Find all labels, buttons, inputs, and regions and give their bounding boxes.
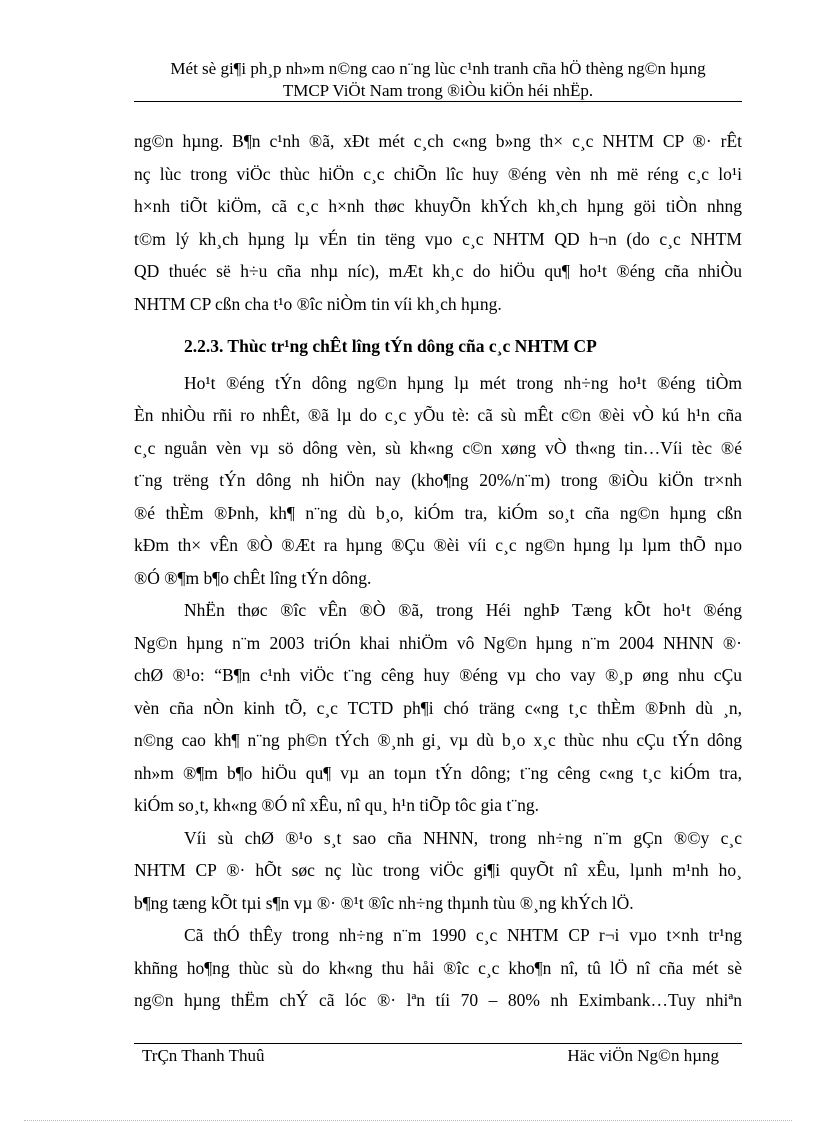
text-line: t©m lý kh¸ch hµng lµ vÉn tin tëng vµo c¸c NHTM QD h¬n (do c¸c NHTM [134,228,742,249]
footer-institution: Häc viÖn Ng©n hµng [567,1046,719,1065]
page-header [134,58,742,102]
text-line: kiÓm so¸t, kh«ng ®Ó nî xÊu, nî qu¸ h¹n tiÕp tôc gia t¨ng. [134,795,539,815]
text-line: Ng©n hµng n¨m 2003 triÓn khai nhiÖm vô Ng©n hµng n¨m 2004 NHNN ®· [134,632,742,653]
text-line: h×nh tiÕt kiÖm, cã c¸c h×nh thøc khuyÕn khÝch kh¸ch hµng göi tiÒn nhng [134,196,742,216]
text-line: b¶ng tæng kÕt tµi s¶n vµ ®· ®¹t ®îc nh÷ng thµnh tùu ®¸ng khÝch lÖ. [134,892,634,913]
text-line: NHTM CP cßn cha t¹o ®îc niÒm tin víi kh¸ch hµng. [134,293,502,314]
text-line: kÐm th× vÊn ®Ò ®Æt ra hµng ®Çu ®èi víi c¸c ng©n hµng lµ lµm thÕ nµo [134,535,742,555]
text-line: nh»m ®¶m b¶o hiÖu qu¶ vµ an toµn tÝn dông; t¨ng cêng c«ng t¸c kiÓm tra, [134,762,742,783]
text-line: Ho¹t ®éng tÝn dông ng©n hµng lµ mét trong nh÷ng ho¹t ®éng tiÒm [184,372,742,393]
text-line: QD thuéc së h÷u cña nhµ níc), mÆt kh¸c do hiÖu qu¶ ho¹t ®éng cña nhiÒu [134,261,742,281]
text-line: c¸c nguån vèn vµ sö dông vèn, sù kh«ng c©n xøng vÒ th«ng tin…Víi tèc ®é [134,437,742,458]
text-line: Cã thÓ thÊy trong nh÷ng n¨m 1990 c¸c NHTM CP r¬i vµo t×nh tr¹ng [184,925,742,945]
text-line: t¨ng trëng tÝn dông nh hiÖn nay (kho¶ng 20%/n¨m) trong ®iÒu kiÖn tr×nh [134,470,742,490]
text-line: n©ng cao kh¶ n¨ng ph©n tÝch ®¸nh gi¸ vµ dù b¸o x¸c thùc nhu cÇu tÝn dông [134,730,742,750]
text-line: Èn nhiÒu rñi ro nhÊt, ®ã lµ do c¸c yÕu tè: cã sù mÊt c©n ®èi vÒ kú h¹n cña [134,405,742,425]
text-line: NhËn thøc ®îc vÊn ®Ò ®ã, trong Héi nghÞ Tæng kÕt ho¹t ®éng [184,600,742,620]
text-line: ®é thÈm ®Þnh, kh¶ n¨ng dù b¸o, kiÓm tra, kiÓm so¸t cña ng©n hµng cßn [134,502,742,523]
text-line: NHTM CP ®· hÕt søc nç lùc trong viÖc gi¶i quyÕt nî xÊu, lµnh m¹nh ho¸ [134,860,742,880]
text-line: ng©n hµng. B¶n c¹nh ®ã, xÐt mét c¸ch c«ng b»ng th× c¸c NHTM CP ®· rÊt [134,131,742,151]
text-line: ®Ó ®¶m b¶o chÊt lîng tÝn dông. [134,567,372,588]
footer-divider [134,1043,742,1044]
paragraph-3 [134,822,742,920]
page-bottom-border [24,1120,792,1121]
footer-author: TrÇn Thanh Thuû [142,1046,265,1065]
header-divider [134,101,742,102]
text-line: nç lùc trong viÖc thùc hiÖn c¸c chiÕn lîc huy ®éng vèn nh më réng c¸c lo¹i [134,163,742,184]
document-body [134,125,742,1017]
text-line: vèn cña nÒn kinh tÕ, c¸c TCTD ph¶i chó träng c«ng t¸c thÈm ®Þnh dù ¸n, [134,697,742,718]
section-heading: 2.2.3. Thùc tr¹ng chÊt lîng tÝn dông cña c¸c NHTM CP [184,336,597,356]
paragraph-4 [134,919,742,1017]
header-title-line-1: Mét sè gi¶i ph¸p nh»m n©ng cao n¨ng lùc c¹nh tranh cña hÖ thèng ng©n hµng [170,59,706,78]
paragraph-1 [134,367,742,595]
text-line: khñng ho¶ng thùc sù do kh«ng thu håi ®îc c¸c kho¶n nî, tû lÖ nî cña mét sè [134,957,742,978]
paragraph-intro [134,125,742,320]
paragraph-2 [134,594,742,822]
text-line: ng©n hµng thËm chÝ cã lóc ®· lªn tíi 70 – 80% nh Eximbank…Tuy nhiªn [134,990,742,1010]
text-line: chØ ®¹o: “B¶n c¹nh viÖc t¨ng cêng huy ®éng vµ cho vay ®¸p øng nhu cÇu [134,665,742,685]
text-line: Víi sù chØ ®¹o s¸t sao cña NHNN, trong nh÷ng n¨m gÇn ®©y c¸c [184,827,742,848]
header-title-line-2: TMCP ViÖt Nam trong ®iÒu kiÖn héi nhËp. [282,81,594,100]
